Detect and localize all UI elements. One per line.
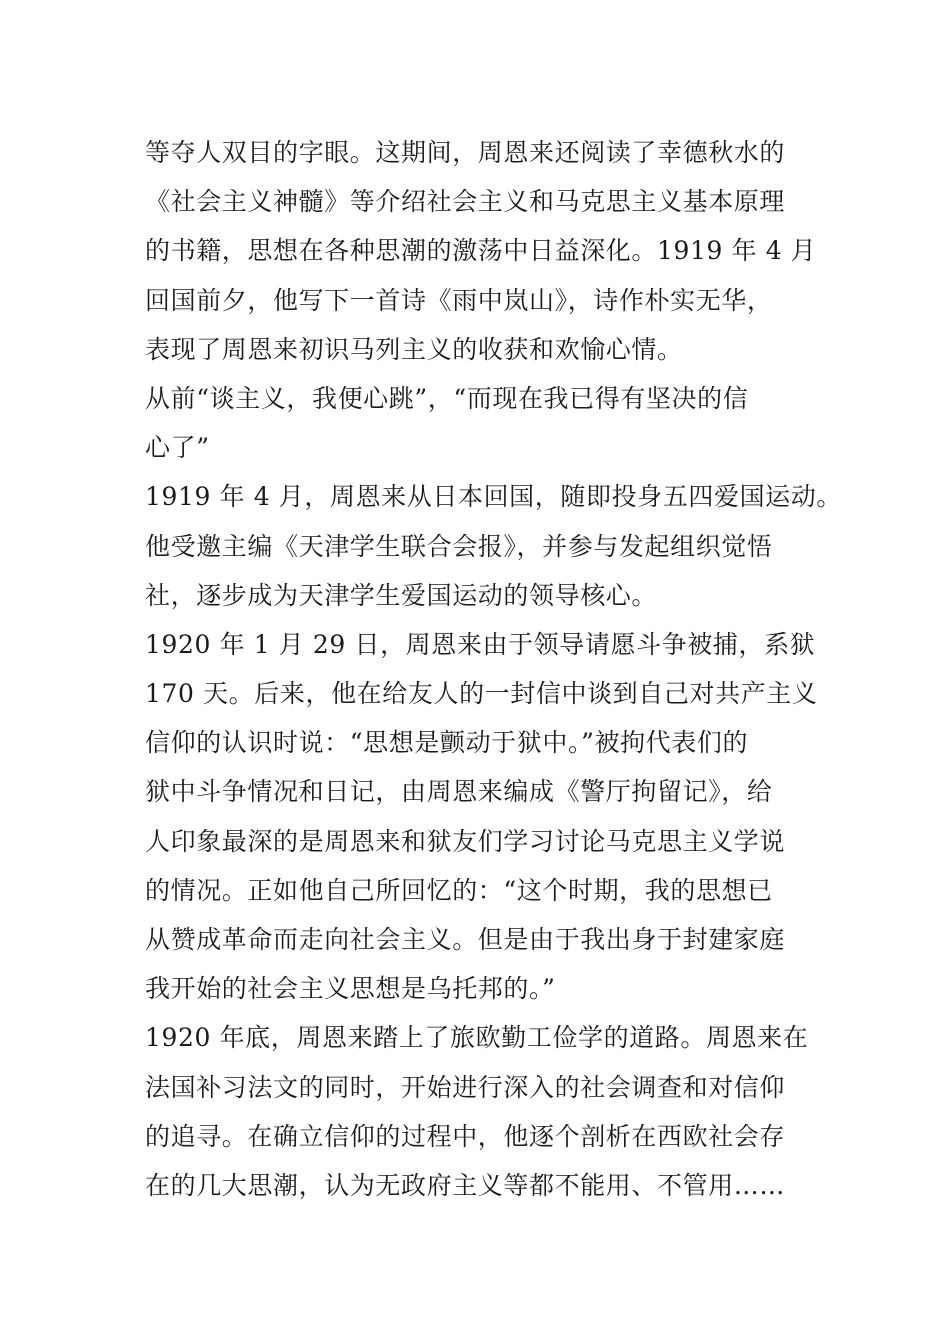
text-line: 1920 年 1 月 29 日，周恩来由于领导请愿斗争被捕，系狱 [145,629,816,659]
text-line: 我开始的社会主义思想是乌托邦的。” [145,974,556,1004]
text-line: 1920 年底，周恩来踏上了旅欧勤工俭学的道路。周恩来在 [145,1023,809,1053]
text-line: 的书籍，思想在各种思潮的激荡中日益深化。1919 年 4 月 [145,236,817,266]
text-line: 回国前夕，他写下一首诗《雨中岚山》，诗作朴实无华， [145,285,773,315]
text-line: 《社会主义神髓》等介绍社会主义和马克思主义基本原理 [145,187,786,217]
text-line: 人印象最深的是周恩来和狱友们学习讨论马克思主义学说 [145,826,786,856]
text-line: 信仰的认识时说：“思想是颤动于狱中。”被拘代表们的 [145,728,749,758]
text-line: 在的几大思潮，认为无政府主义等都不能用、不管用…… [145,1170,786,1200]
heading-line: 心了” [145,433,210,463]
text-line: 170 天。后来，他在给友人的一封信中谈到自己对共产主义 [145,679,818,709]
text-line: 从赞成革命而走向社会主义。但是由于我出身于封建家庭 [145,925,786,954]
text-line: 社，逐步成为天津学生爱国运动的领导核心。 [145,580,658,610]
text-line: 1919 年 4 月，周恩来从日本回国，随即投身五四爱国运动。 [145,482,842,512]
document-body [145,128,842,1210]
text-line: 等夺人双目的字眼。这期间，周恩来还阅读了幸德秋水的 [145,138,786,167]
text-line: 法国补习法文的同时，开始进行深入的社会调查和对信仰 [145,1072,786,1102]
text-line: 他受邀主编《天津学生联合会报》，并参与发起组织觉悟 [145,531,773,561]
text-line: 的情况。正如他自己所回忆的：“这个时期，我的思想已 [145,875,773,905]
text-line: 表现了周恩来初识马列主义的收获和欢愉心情。 [145,334,683,364]
text-line: 狱中斗争情况和日记，由周恩来编成《警厅拘留记》，给 [145,777,773,807]
text-line: 的追寻。在确立信仰的过程中，他逐个剖析在西欧社会存 [145,1121,786,1151]
heading-line: 从前“谈主义，我便心跳”，“而现在我已得有坚决的信 [145,383,749,413]
